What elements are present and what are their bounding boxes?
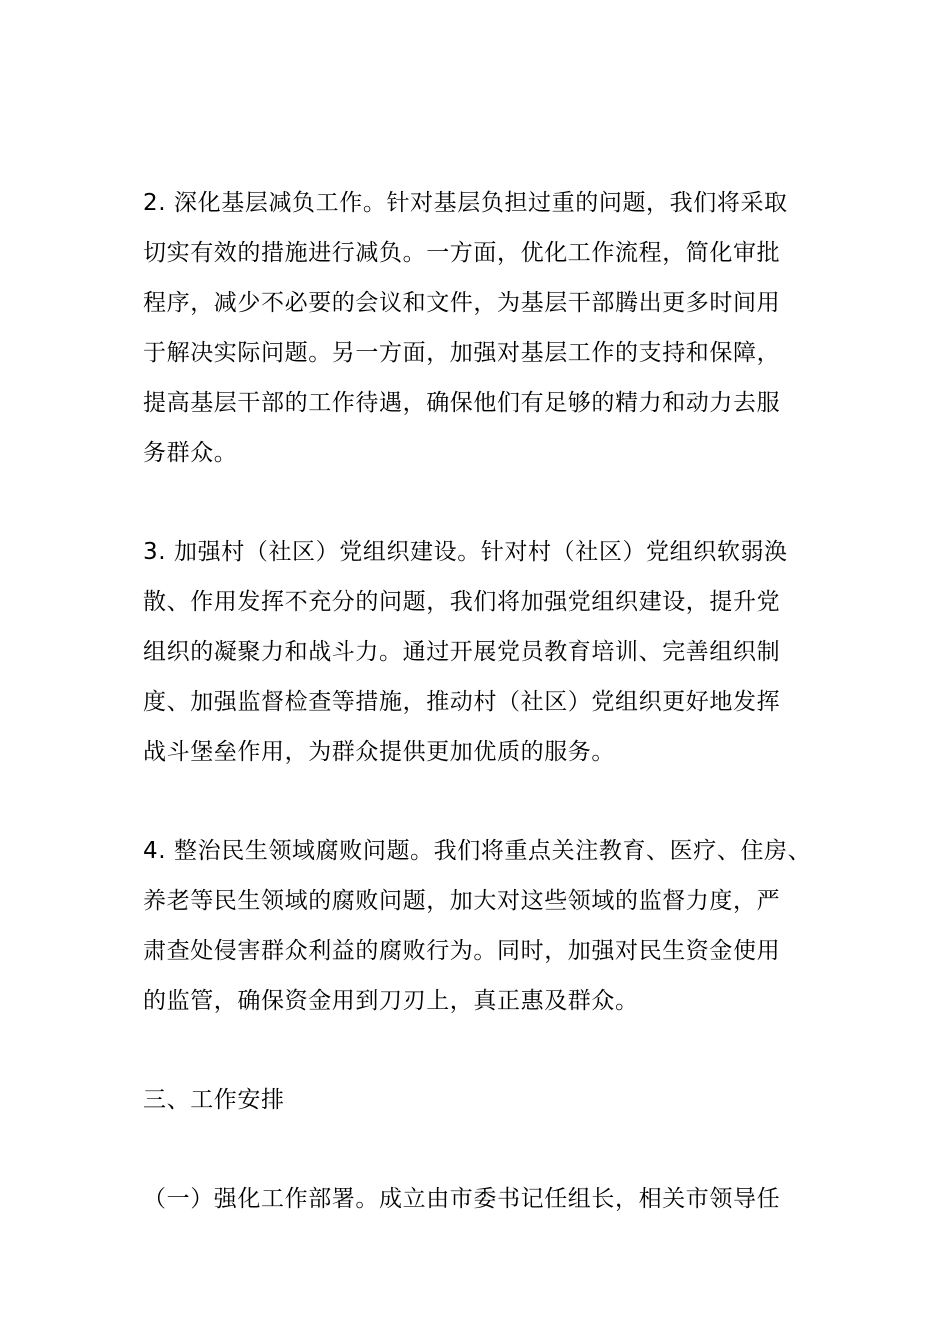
section-heading: 三、工作安排 xyxy=(143,1087,285,1113)
text-line: 程序，减少不必要的会议和文件，为基层干部腾出更多时间用 xyxy=(143,290,781,316)
paragraph-work-deployment xyxy=(143,1174,813,1224)
document-page xyxy=(143,178,813,1273)
text-line: 3. 加强村（社区）党组织建设。针对村（社区）党组织软弱涣 xyxy=(143,539,788,565)
text-line: 于解决实际问题。另一方面，加强对基层工作的支持和保障， xyxy=(143,340,781,366)
paragraph-3-party-organization xyxy=(143,527,813,777)
text-line: 肃查处侵害群众利益的腐败行为。同时，加强对民生资金使用 xyxy=(143,938,781,964)
text-line: 提高基层干部的工作待遇，确保他们有足够的精力和动力去服 xyxy=(143,390,781,416)
text-line: 切实有效的措施进行减负。一方面，优化工作流程，简化审批 xyxy=(143,240,781,266)
text-line: 度、加强监督检查等措施，推动村（社区）党组织更好地发挥 xyxy=(143,689,781,715)
paragraph-4-livelihood-corruption xyxy=(143,826,813,1026)
text-line: 4. 整治民生领域腐败问题。我们将重点关注教育、医疗、住房、 xyxy=(143,838,812,864)
text-line: 战斗堡垒作用，为群众提供更加优质的服务。 xyxy=(143,739,615,765)
text-line: 的监管，确保资金用到刀刃上，真正惠及群众。 xyxy=(143,988,639,1014)
text-line: （一）强化工作部署。成立由市委书记任组长，相关市领导任 xyxy=(143,1186,781,1212)
text-line: 务群众。 xyxy=(143,440,238,466)
text-line: 养老等民生领域的腐败问题，加大对这些领域的监督力度，严 xyxy=(143,888,781,914)
text-line: 组织的凝聚力和战斗力。通过开展党员教育培训、完善组织制 xyxy=(143,639,781,665)
text-line: 散、作用发挥不充分的问题，我们将加强党组织建设，提升党 xyxy=(143,589,781,615)
paragraph-2-reduce-burden xyxy=(143,178,813,478)
text-line: 2. 深化基层减负工作。针对基层负担过重的问题，我们将采取 xyxy=(143,190,788,216)
